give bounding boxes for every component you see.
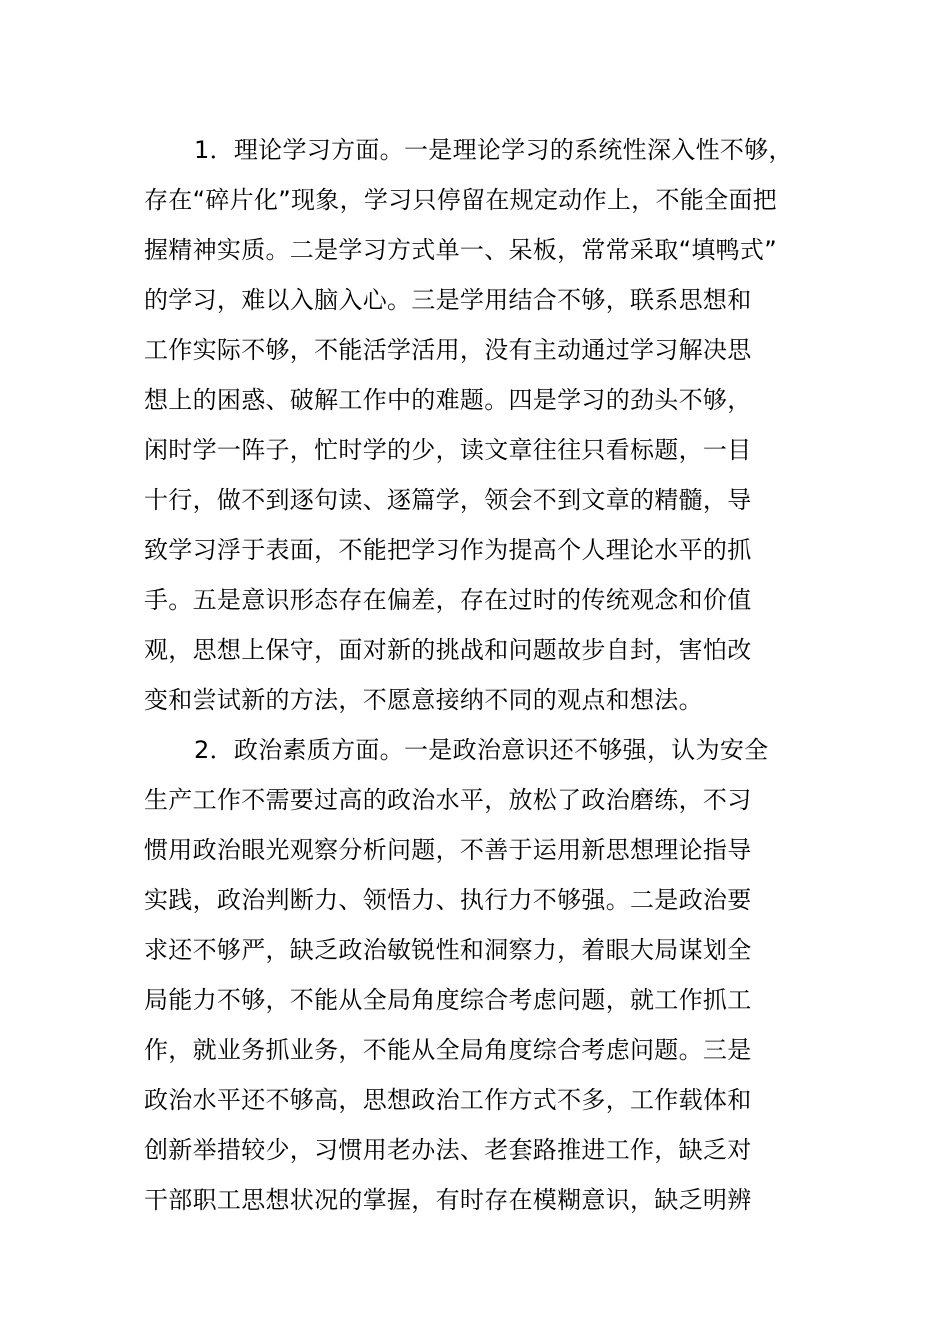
text-line: 政治水平还不够高，思想政治工作方式不多，工作载体和 <box>144 1086 752 1114</box>
text-line: 作，就业务抓业务，不能从全局角度综合考虑问题。三是 <box>144 1036 752 1064</box>
text-line: 1．理论学习方面。一是理论学习的系统性深入性不够， <box>194 136 793 164</box>
text-line: 的学习，难以入脑入心。三是学用结合不够，联系思想和 <box>144 286 752 314</box>
text-line: 致学习浮于表面，不能把学习作为提高个人理论水平的抓 <box>144 536 752 564</box>
text-line: 变和尝试新的方法，不愿意接纳不同的观点和想法。 <box>144 686 703 714</box>
text-line: 干部职工思想状况的掌握，有时存在模糊意识，缺乏明辨 <box>144 1186 752 1214</box>
text-line: 惯用政治眼光观察分析问题，不善于运用新思想理论指导 <box>144 836 752 864</box>
text-line: 生产工作不需要过高的政治水平，放松了政治磨练，不习 <box>144 786 752 814</box>
text-line: 手。五是意识形态存在偏差，存在过时的传统观念和价值 <box>144 586 752 614</box>
text-line: 2．政治素质方面。一是政治意识还不够强，认为安全 <box>194 736 769 764</box>
text-line: 闲时学一阵子，忙时学的少，读文章往往只看标题，一目 <box>144 436 752 464</box>
text-line: 工作实际不够，不能活学活用，没有主动通过学习解决思 <box>144 336 752 364</box>
text-line: 观，思想上保守，面对新的挑战和问题故步自封，害怕改 <box>144 636 752 664</box>
text-line: 局能力不够，不能从全局角度综合考虑问题，就工作抓工 <box>144 986 752 1014</box>
text-line: 想上的困惑、破解工作中的难题。四是学习的劲头不够， <box>144 386 752 414</box>
text-line: 握精神实质。二是学习方式单一、呆板，常常采取“填鸭式” <box>144 236 777 264</box>
text-line: 十行，做不到逐句读、逐篇学，领会不到文章的精髓，导 <box>144 486 752 514</box>
text-line: 创新举措较少，习惯用老办法、老套路推进工作，缺乏对 <box>144 1136 752 1164</box>
text-line: 存在“碎片化”现象，学习只停留在规定动作上，不能全面把 <box>144 186 777 214</box>
text-line: 实践，政治判断力、领悟力、执行力不够强。二是政治要 <box>144 886 752 914</box>
text-line: 求还不够严，缺乏政治敏锐性和洞察力，着眼大局谋划全 <box>144 936 752 964</box>
